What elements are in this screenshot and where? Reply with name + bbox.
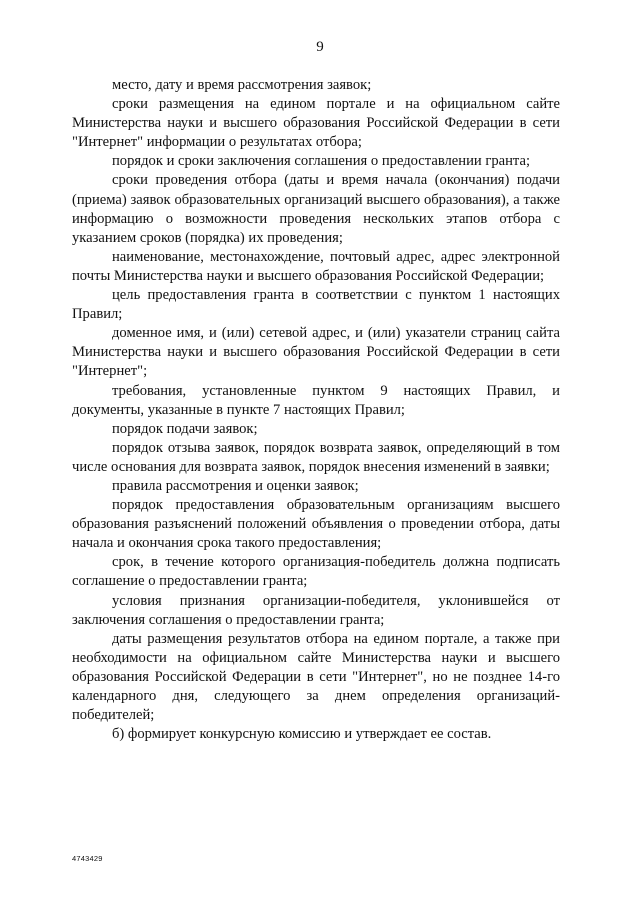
- paragraph-8: требования, установленные пунктом 9 настоящих Правил, и документы, указанные в пункте 7 настоящих Правил;: [72, 382, 560, 418]
- paragraph-16: б) формирует конкурсную комиссию и утверждает ее состав.: [112, 726, 492, 743]
- paragraph-1: место, дату и время рассмотрения заявок;: [112, 77, 372, 93]
- paragraph-3: порядок и сроки заключения соглашения о предоставлении гранта;: [112, 153, 531, 170]
- paragraph-5: наименование, местонахождение, почтовый адрес, адрес электронной почты Министерства науки и высшего образования Российской Федерации;: [72, 248, 560, 284]
- paragraph-15: даты размещения результатов отбора на едином портале, а также при необходимости на официальном сайте Министерства науки и высшего образования Российской Федерации в сети "Интернет", но не позднее 14-го календарного дня, следующего за днем определения организаций-победителей;: [72, 630, 560, 724]
- paragraph-14: условия признания организации-победителя, уклонившейся от заключения соглашения о предоставлении гранта;: [72, 592, 560, 628]
- document-id: 4743429: [72, 854, 103, 863]
- paragraph-13: срок, в течение которого организация-победитель должна подписать соглашение о предоставлении гранта;: [72, 554, 560, 590]
- paragraph-12: порядок предоставления образовательным организациям высшего образования разъяснений положений объявления о проведении отбора, даты начала и окончания срока такого предоставления;: [72, 497, 560, 552]
- document-body: [72, 76, 560, 744]
- paragraph-7: доменное имя, и (или) сетевой адрес, и (или) указатели страниц сайта Министерства науки и высшего образования Российской Федерации в сети "Интернет";: [72, 325, 560, 380]
- paragraph-2: сроки размещения на едином портале и на официальном сайте Министерства науки и высшего образования Российской Федерации в сети "Интернет" информации о результатах отбора;: [72, 96, 560, 151]
- page-number: 9: [316, 39, 324, 55]
- paragraph-10: порядок отзыва заявок, порядок возврата заявок, определяющий в том числе основания для возврата заявок, порядок внесения изменений в заявки;: [72, 439, 560, 475]
- paragraph-9: порядок подачи заявок;: [112, 420, 258, 437]
- paragraph-4: сроки проведения отбора (даты и время начала (окончания) подачи (приема) заявок образовательных организаций высшего образования), а также информацию о возможности проведения нескольких этапов отбора с указанием сроков (порядка) их проведения;: [72, 172, 560, 246]
- paragraph-6: цель предоставления гранта в соответствии с пунктом 1 настоящих Правил;: [72, 287, 560, 323]
- paragraph-11: правила рассмотрения и оценки заявок;: [112, 477, 359, 494]
